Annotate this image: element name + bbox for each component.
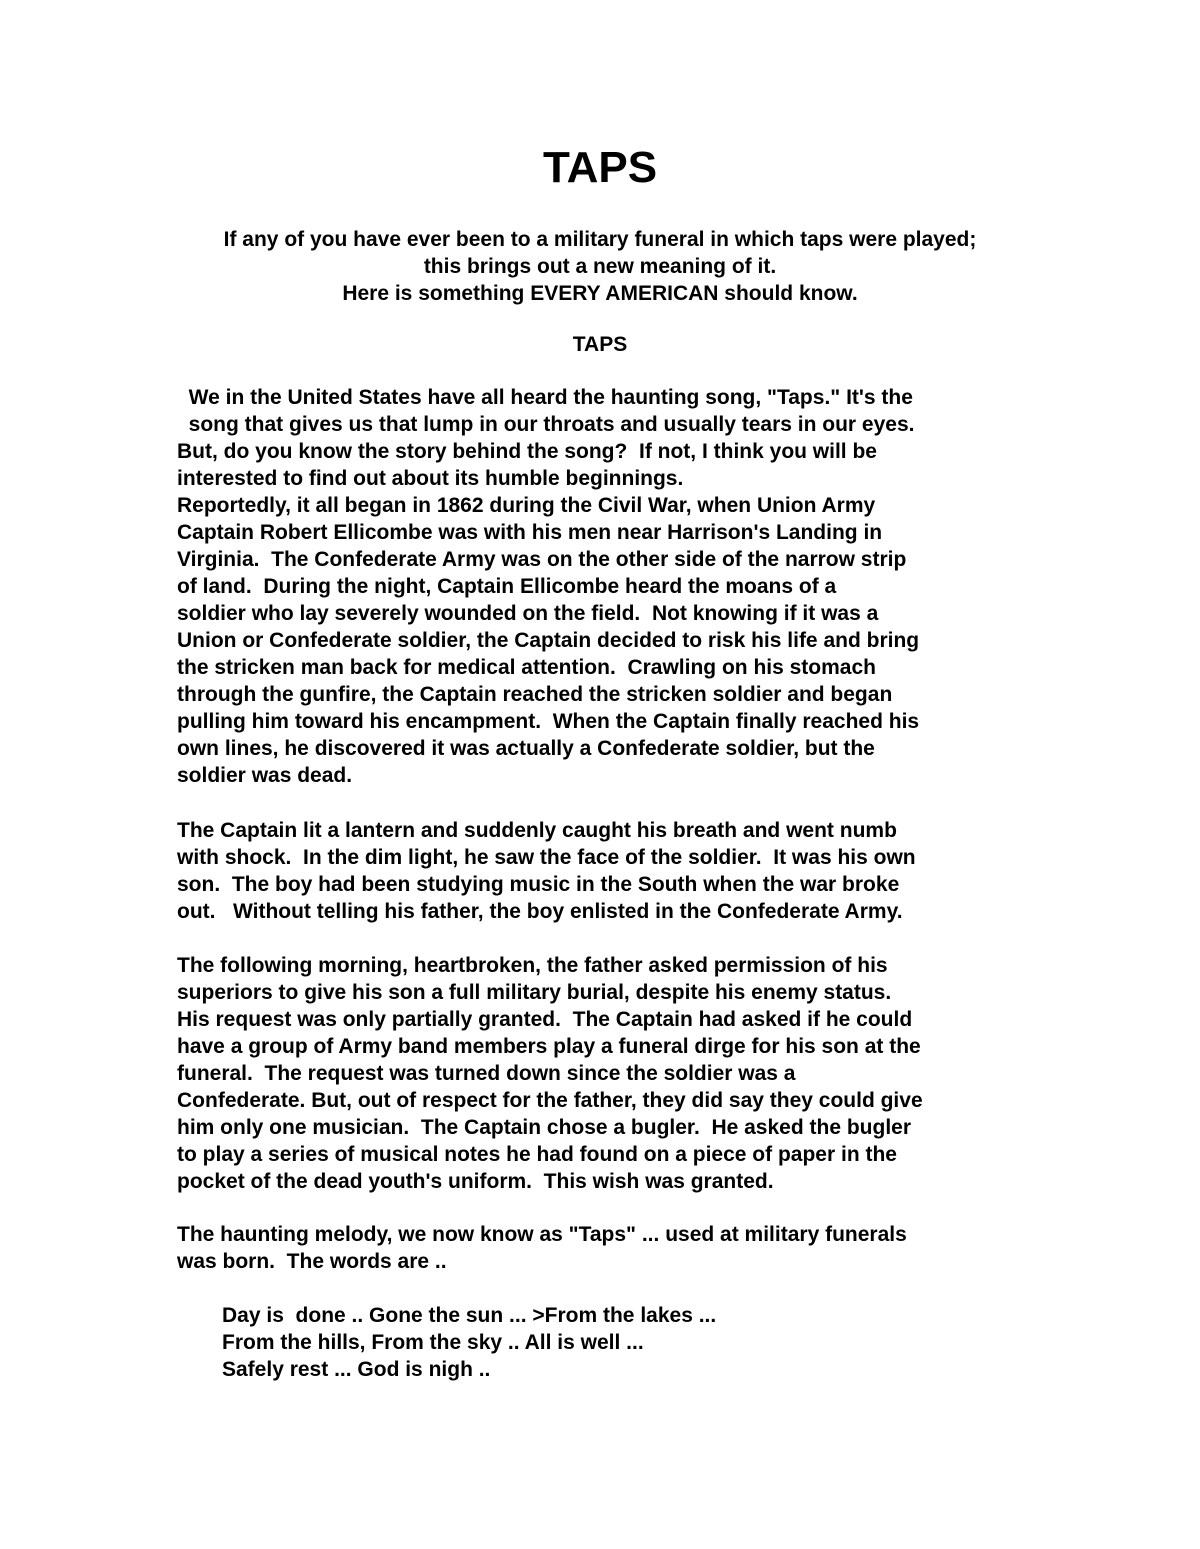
text-line: funeral. The request was turned down since the soldier was a [177,1062,796,1085]
text-line: The Captain lit a lantern and suddenly caught his breath and went numb [177,819,897,842]
text-line: Confederate. But, out of respect for the father, they did say they could give [177,1089,923,1112]
text-line: the stricken man back for medical attention. Crawling on his stomach [177,656,876,679]
poem-line: From the hills, From the sky .. All is well ... [222,1331,644,1354]
text-line: have a group of Army band members play a funeral dirge for his son at the [177,1035,921,1058]
text-line: Reportedly, it all began in 1862 during the Civil War, when Union Army [177,494,876,517]
text-line: soldier was dead. [177,764,353,787]
text-line: superiors to give his son a full military burial, despite his enemy status. [177,981,892,1004]
poem-lyrics [222,1302,1022,1383]
intro-line: this brings out a new meaning of it. [423,255,777,278]
text-line: own lines, he discovered it was actually a Confederate soldier, but the [177,737,875,760]
page-title: TAPS [542,143,658,192]
text-line: song that gives us that lump in our throats and usually tears in our eyes. [177,413,915,436]
paragraph-melody [177,1221,1077,1275]
text-line: Captain Robert Ellicombe was with his men near Harrison's Landing in [177,521,883,544]
text-line: was born. The words are .. [177,1250,447,1273]
text-line: His request was only partially granted. The Captain had asked if he could [177,1008,913,1031]
text-line: soldier who lay severely wounded on the field. Not knowing if it was a [177,602,879,625]
text-line: through the gunfire, the Captain reached the stricken soldier and began [177,683,893,706]
intro-block [120,226,1080,307]
text-line: him only one musician. The Captain chose a bugler. He asked the bugler [177,1116,912,1139]
text-line: of land. During the night, Captain Ellicombe heard the moans of a [177,575,837,598]
text-line: We in the United States have all heard the haunting song, "Taps." It's the [177,386,913,409]
text-line: But, do you know the story behind the song? If not, I think you will be [177,440,877,463]
intro-line: Here is something EVERY AMERICAN should know. [342,282,858,305]
text-line: son. The boy had been studying music in the South when the war broke [177,873,900,896]
text-line: The following morning, heartbroken, the father asked permission of his [177,954,888,977]
text-line: pocket of the dead youth's uniform. This wish was granted. [177,1170,774,1193]
text-line: to play a series of musical notes he had found on a piece of paper in the [177,1143,897,1166]
text-line: The haunting melody, we now know as "Taps" ... used at military funerals [177,1223,907,1246]
section-heading: TAPS [572,333,628,356]
text-line: out. Without telling his father, the boy enlisted in the Confederate Army. [177,900,903,923]
text-line: with shock. In the dim light, he saw the face of the soldier. It was his own [177,846,916,869]
paragraph-burial-request [177,952,1077,1195]
poem-line: Safely rest ... God is nigh .. [222,1358,491,1381]
poem-line: Day is done .. Gone the sun ... >From the lakes ... [222,1304,717,1327]
text-line: Virginia. The Confederate Army was on the other side of the narrow strip [177,548,907,571]
paragraph-lantern [177,817,1077,925]
text-line: interested to find out about its humble beginnings. [177,467,684,490]
text-line: pulling him toward his encampment. When the Captain finally reached his [177,710,920,733]
intro-line: If any of you have ever been to a military funeral in which taps were played; [223,228,977,251]
paragraph-origin-story [177,384,1077,789]
text-line: Union or Confederate soldier, the Captain decided to risk his life and bring [177,629,920,652]
